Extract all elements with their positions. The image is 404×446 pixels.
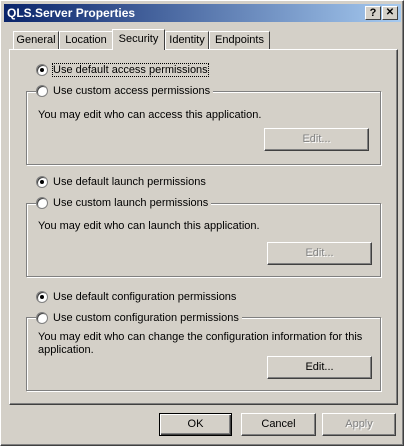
tab-general[interactable]: General <box>13 31 59 49</box>
apply-button[interactable]: Apply <box>322 413 396 436</box>
tab-endpoints[interactable]: Endpoints <box>209 31 270 49</box>
cancel-button[interactable]: Cancel <box>241 413 316 436</box>
default-launch-radio[interactable] <box>36 176 209 188</box>
radio-checked-icon[interactable] <box>36 291 48 303</box>
help-button[interactable]: ? <box>365 6 381 20</box>
default-configuration-radio[interactable] <box>36 291 239 303</box>
custom-configuration-group <box>26 317 381 391</box>
access-description: You may edit who can access this application. <box>38 109 262 121</box>
custom-access-radio[interactable] <box>36 85 213 97</box>
radio-unchecked-icon[interactable] <box>36 312 48 324</box>
configuration-description: You may edit who can change the configuration information for this application. <box>38 331 363 356</box>
security-tab-panel <box>9 49 398 405</box>
ok-button[interactable]: OK <box>159 413 232 436</box>
window-title: QLS.Server Properties <box>7 6 136 20</box>
title-bar[interactable] <box>4 4 401 22</box>
launch-description: You may edit who can launch this application. <box>38 220 260 232</box>
close-button[interactable]: ✕ <box>382 6 398 20</box>
tab-location[interactable]: Location <box>59 31 113 49</box>
default-access-label: Use default access permissions <box>53 64 208 76</box>
custom-access-label: Use custom access permissions <box>53 85 211 97</box>
default-access-radio[interactable] <box>36 64 211 76</box>
radio-unchecked-icon[interactable] <box>36 197 48 209</box>
radio-checked-icon[interactable] <box>36 176 48 188</box>
default-configuration-label: Use default configuration permissions <box>53 291 237 303</box>
custom-launch-label: Use custom launch permissions <box>53 197 209 209</box>
custom-launch-group <box>26 203 381 277</box>
custom-configuration-label: Use custom configuration permissions <box>53 312 239 324</box>
radio-checked-icon[interactable] <box>36 64 48 76</box>
custom-launch-radio[interactable] <box>36 197 211 209</box>
custom-configuration-radio[interactable] <box>36 312 242 324</box>
tab-security[interactable]: Security <box>112 29 165 50</box>
access-edit-button[interactable]: Edit... <box>264 128 369 151</box>
tab-identity[interactable]: Identity <box>165 31 209 49</box>
radio-unchecked-icon[interactable] <box>36 85 48 97</box>
custom-access-group <box>26 91 381 165</box>
configuration-edit-button[interactable]: Edit... <box>267 356 372 379</box>
default-launch-label: Use default launch permissions <box>53 176 206 188</box>
launch-edit-button[interactable]: Edit... <box>267 242 372 265</box>
